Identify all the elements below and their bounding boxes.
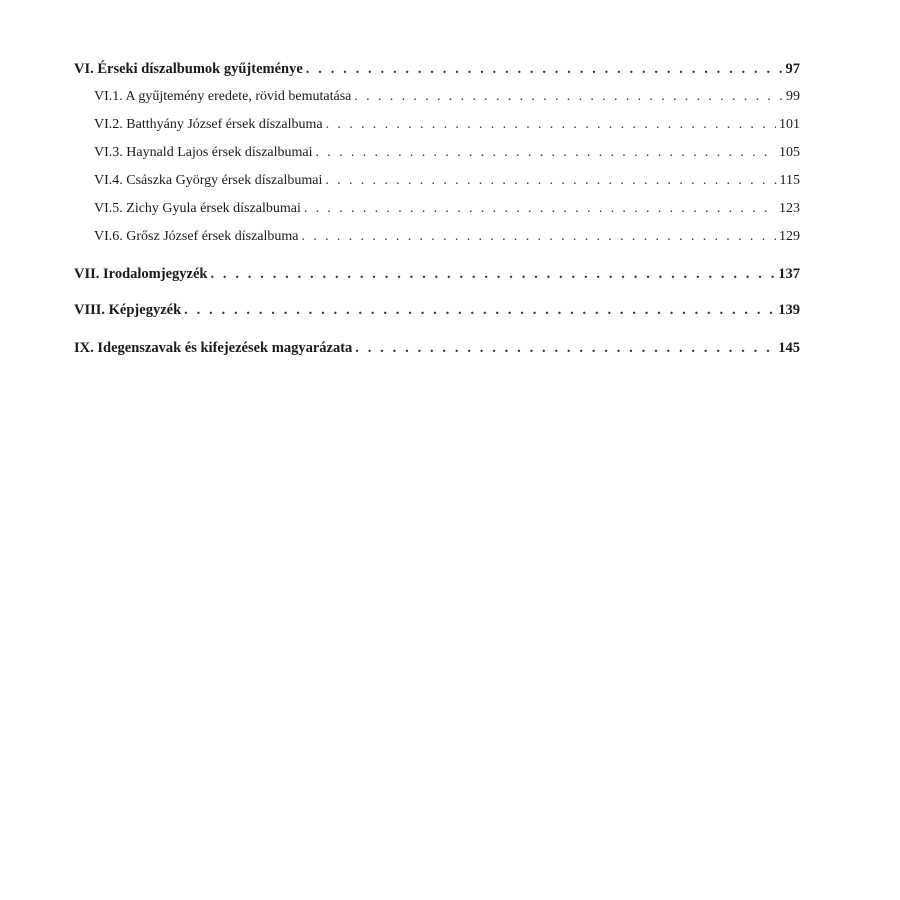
dot-leader	[210, 264, 775, 284]
dot-leader	[306, 59, 783, 79]
toc-entry-section-vi-2[interactable]	[74, 115, 800, 135]
toc-entry-page-number: 129	[779, 229, 800, 244]
toc-entry-section-vi-3[interactable]	[74, 143, 800, 163]
toc-entry-section-vi-4[interactable]	[74, 171, 800, 191]
toc-entry-section-vi-1[interactable]	[74, 87, 800, 107]
toc-entry-page-number: 97	[785, 61, 800, 77]
toc-entry-page-number: 145	[778, 340, 800, 356]
dot-leader	[355, 338, 775, 358]
toc-entry-title: VI.1. A gyűjtemény eredete, rövid bemutatása	[94, 89, 352, 104]
dot-leader	[326, 115, 776, 135]
toc-entry-page-number: 105	[779, 145, 800, 160]
toc-entry-chapter-viii[interactable]	[74, 300, 800, 320]
toc-entry-title: VI.6. Grősz József érsek díszalbuma	[94, 229, 299, 244]
toc-entry-title: IX. Idegenszavak és kifejezések magyarázata	[74, 340, 353, 356]
toc-entry-chapter-vii[interactable]	[74, 264, 800, 284]
dot-leader	[302, 227, 777, 247]
toc-entry-page-number: 115	[779, 173, 800, 188]
toc-entry-title: VI.2. Batthyány József érsek díszalbuma	[94, 117, 323, 132]
toc-entry-title: VII. Irodalomjegyzék	[74, 266, 208, 282]
toc-entry-title: VI.4. Császka György érsek díszalbumai	[94, 173, 323, 188]
toc-entry-section-vi-5[interactable]	[74, 199, 800, 219]
toc-entry-page-number: 101	[779, 117, 800, 132]
dot-leader	[304, 199, 776, 219]
dot-leader	[316, 143, 777, 163]
dot-leader	[325, 171, 776, 191]
toc-entry-chapter-vi[interactable]	[74, 59, 800, 79]
toc-entry-page-number: 99	[786, 89, 800, 104]
toc-entry-title: VI. Érseki díszalbumok gyűjteménye	[74, 61, 303, 77]
toc-entry-page-number: 137	[778, 266, 800, 282]
toc-entry-page-number: 139	[778, 302, 800, 318]
toc-entry-chapter-ix[interactable]	[74, 338, 800, 358]
dot-leader	[354, 87, 783, 107]
toc-entry-title: VI.5. Zichy Gyula érsek díszalbumai	[94, 201, 301, 216]
toc-entry-title: VIII. Képjegyzék	[74, 302, 182, 318]
toc-entry-page-number: 123	[779, 201, 800, 216]
dot-leader	[184, 300, 775, 320]
toc-entry-section-vi-6[interactable]	[74, 227, 800, 247]
toc-entry-title: VI.3. Haynald Lajos érsek díszalbumai	[94, 145, 313, 160]
table-of-contents	[74, 59, 800, 358]
